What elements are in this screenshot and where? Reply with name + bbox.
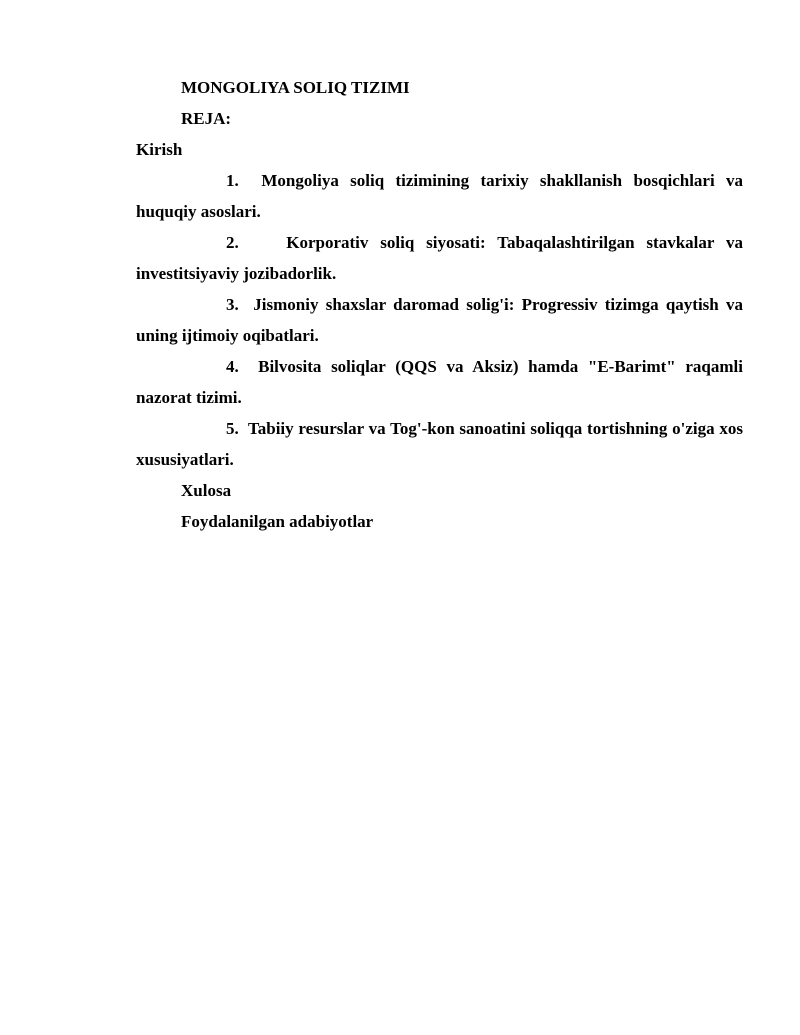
document-page xyxy=(136,72,743,537)
plan-item-4 xyxy=(136,351,743,413)
references-heading: Foydalanilgan adabiyotlar xyxy=(181,512,374,531)
plan-item-text: Korporativ soliq siyosati: Tabaqalashtirilgan stavkalar va investitsiyaviy jozibadorlik. xyxy=(136,233,743,283)
plan-item-text: Mongoliya soliq tizimining tarixiy shakllanish bosqichlari va huquqiy asoslari. xyxy=(136,171,743,221)
plan-item-5 xyxy=(136,413,743,475)
plan-item-number: 4. xyxy=(226,357,239,376)
plan-item-text: Bilvosita soliqlar (QQS va Aksiz) hamda "E-Barimt" raqamli nazorat tizimi. xyxy=(136,357,743,407)
plan-item-2 xyxy=(136,227,743,289)
plan-heading: REJA: xyxy=(181,109,232,128)
document-title: MONGOLIYA SOLIQ TIZIMI xyxy=(181,78,410,97)
plan-item-3 xyxy=(136,289,743,351)
plan-item-text: Tabiiy resurslar va Tog'-kon sanoatini soliqqa tortishning o'ziga xos xususiyatlari. xyxy=(136,419,743,469)
plan-item-number: 3. xyxy=(226,295,239,314)
plan-item-1 xyxy=(136,165,743,227)
plan-item-number: 2. xyxy=(226,233,239,252)
conclusion-heading: Xulosa xyxy=(181,481,232,500)
plan-item-text: Jismoniy shaxslar daromad solig'i: Progressiv tizimga qaytish va uning ijtimoiy oqibatlari. xyxy=(136,295,744,345)
plan-item-number: 5. xyxy=(226,419,239,438)
intro-heading: Kirish xyxy=(136,140,183,159)
plan-item-number: 1. xyxy=(226,171,239,190)
